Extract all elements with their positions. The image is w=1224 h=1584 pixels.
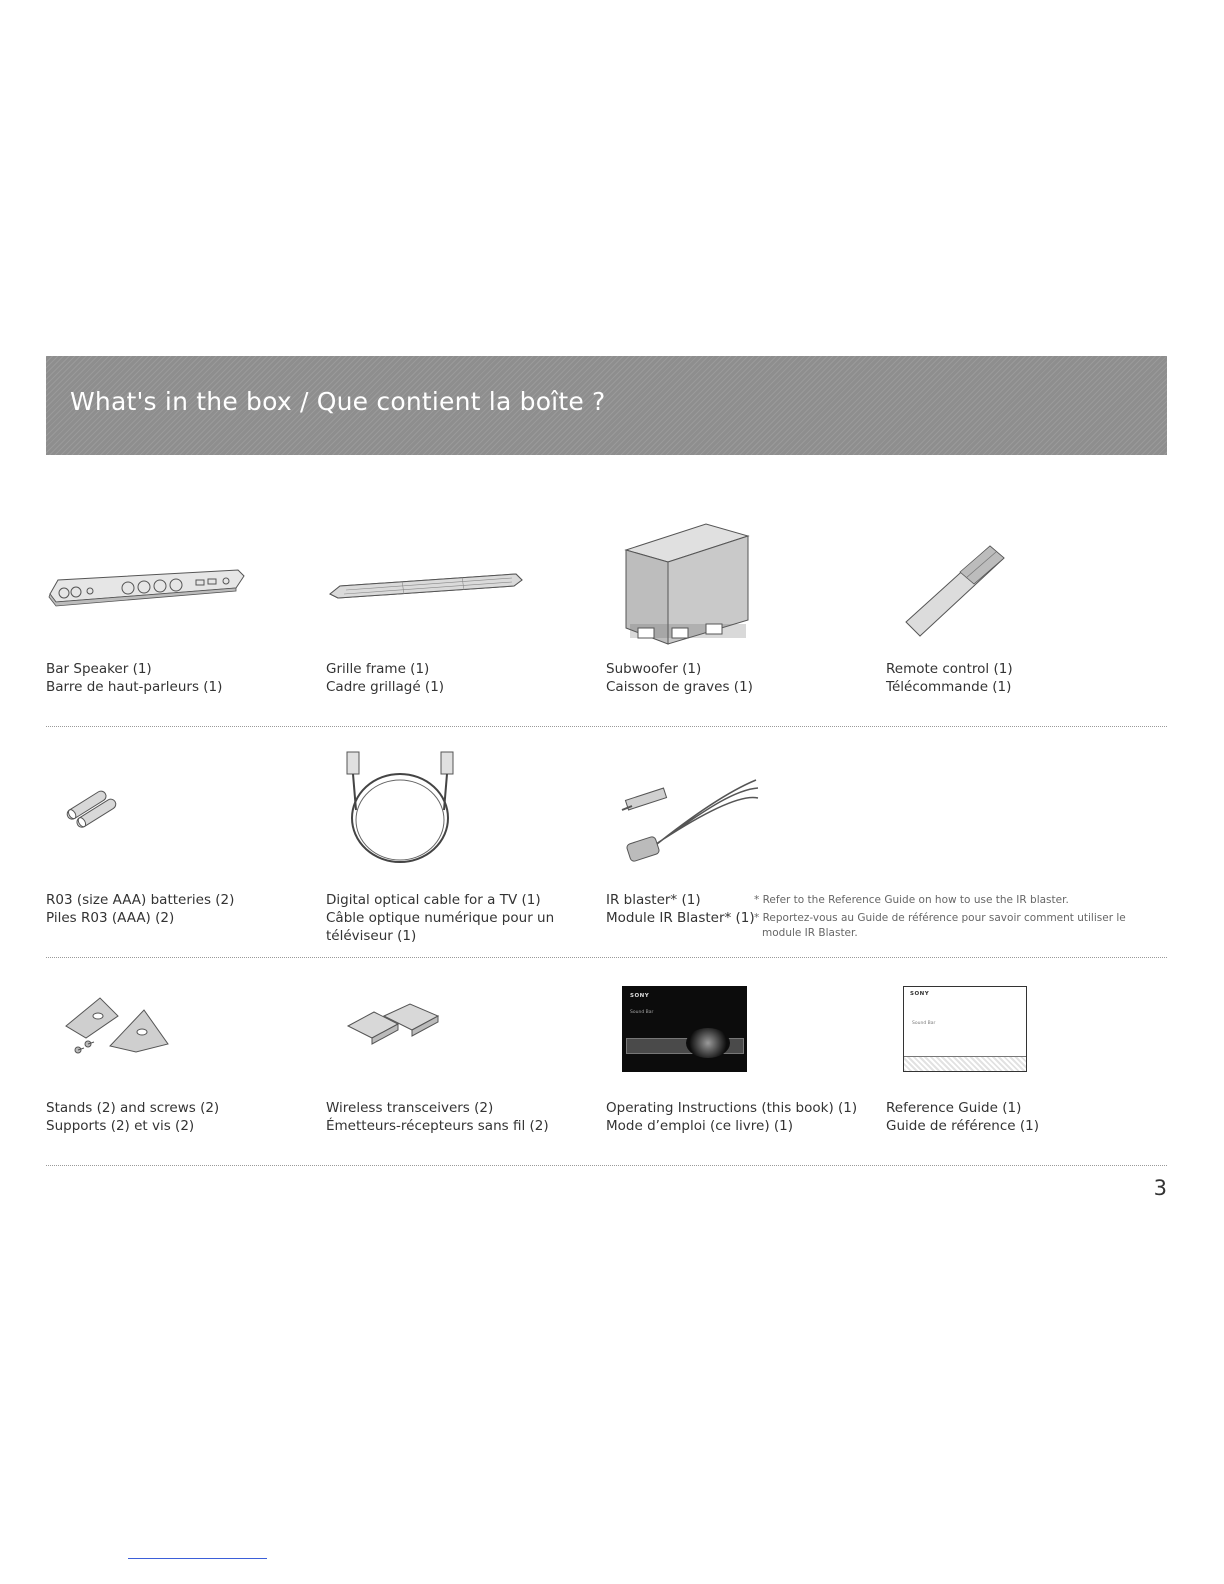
item-caption-reference-guide	[886, 1099, 1039, 1135]
row-divider	[46, 1165, 1167, 1166]
remote-control-icon	[900, 538, 1010, 640]
stands-icon	[62, 992, 172, 1062]
item-caption-batteries	[46, 891, 234, 927]
ir-blaster-footnote	[754, 893, 1154, 941]
booklet-brand: SONY	[910, 991, 930, 997]
item-caption-ir-blaster	[606, 891, 755, 927]
item-caption-stands	[46, 1099, 219, 1135]
item-caption-operating-instructions	[606, 1099, 857, 1135]
caption-en: Digital optical cable for a TV (1)	[326, 892, 541, 908]
caption-en: Wireless transceivers (2)	[326, 1100, 494, 1116]
booklet-product: Sound Bar	[630, 1010, 654, 1015]
caption-en: IR blaster* (1)	[606, 892, 701, 908]
footnote-fr-continued: module IR Blaster.	[762, 927, 858, 939]
item-caption-optical-cable	[326, 891, 554, 945]
caption-fr: Module IR Blaster* (1)	[606, 910, 755, 926]
section-title: What's in the box / Que contient la boîte ?	[70, 387, 606, 416]
subwoofer-icon	[622, 520, 752, 650]
caption-fr: Mode d’emploi (ce livre) (1)	[606, 1118, 794, 1134]
item-caption-wireless-transceivers	[326, 1099, 549, 1135]
caption-fr: Supports (2) et vis (2)	[46, 1118, 195, 1134]
caption-en: Remote control (1)	[886, 661, 1013, 677]
row-divider	[46, 957, 1167, 958]
caption-fr: Piles R03 (AAA) (2)	[46, 910, 175, 926]
optical-cable-icon	[338, 750, 468, 866]
caption-en: Grille frame (1)	[326, 661, 430, 677]
caption-en: Stands (2) and screws (2)	[46, 1100, 220, 1116]
caption-fr: Télécommande (1)	[886, 679, 1012, 695]
caption-fr: Émetteurs-récepteurs sans fil (2)	[326, 1118, 549, 1134]
caption-fr: Guide de référence (1)	[886, 1118, 1039, 1134]
item-caption-remote-control	[886, 660, 1013, 696]
caption-fr: Câble optique numérique pour un	[326, 910, 555, 926]
caption-fr: Cadre grillagé (1)	[326, 679, 445, 695]
caption-en: Subwoofer (1)	[606, 661, 702, 677]
footnote-en: * Refer to the Reference Guide on how to use the IR blaster.	[754, 894, 1069, 906]
booklet-glow	[686, 1028, 730, 1058]
operating-instructions-icon	[622, 986, 747, 1072]
section-header-banner	[46, 356, 1167, 455]
page-number: 3	[1153, 1176, 1167, 1200]
booklet-brand: SONY	[630, 993, 650, 999]
ir-blaster-icon	[622, 774, 762, 868]
caption-fr-continued: téléviseur (1)	[326, 928, 417, 944]
reference-guide-icon	[903, 986, 1027, 1072]
item-caption-subwoofer	[606, 660, 753, 696]
row-divider	[46, 726, 1167, 727]
footnote-fr: * Reportez-vous au Guide de référence pour savoir comment utiliser le	[754, 912, 1126, 924]
footer-rule	[128, 1558, 267, 1559]
caption-en: R03 (size AAA) batteries (2)	[46, 892, 235, 908]
item-caption-bar-speaker	[46, 660, 222, 696]
caption-fr: Caisson de graves (1)	[606, 679, 753, 695]
caption-fr: Barre de haut-parleurs (1)	[46, 679, 223, 695]
caption-en: Reference Guide (1)	[886, 1100, 1022, 1116]
batteries-icon	[62, 790, 122, 830]
booklet-band	[904, 1056, 1026, 1071]
caption-en: Operating Instructions (this book) (1)	[606, 1100, 858, 1116]
wireless-transceivers-icon	[344, 1004, 444, 1054]
caption-en: Bar Speaker (1)	[46, 661, 152, 677]
booklet-product: Sound Bar	[912, 1021, 936, 1026]
grille-frame-icon	[326, 566, 526, 606]
item-caption-grille-frame	[326, 660, 444, 696]
bar-speaker-icon	[46, 560, 246, 610]
